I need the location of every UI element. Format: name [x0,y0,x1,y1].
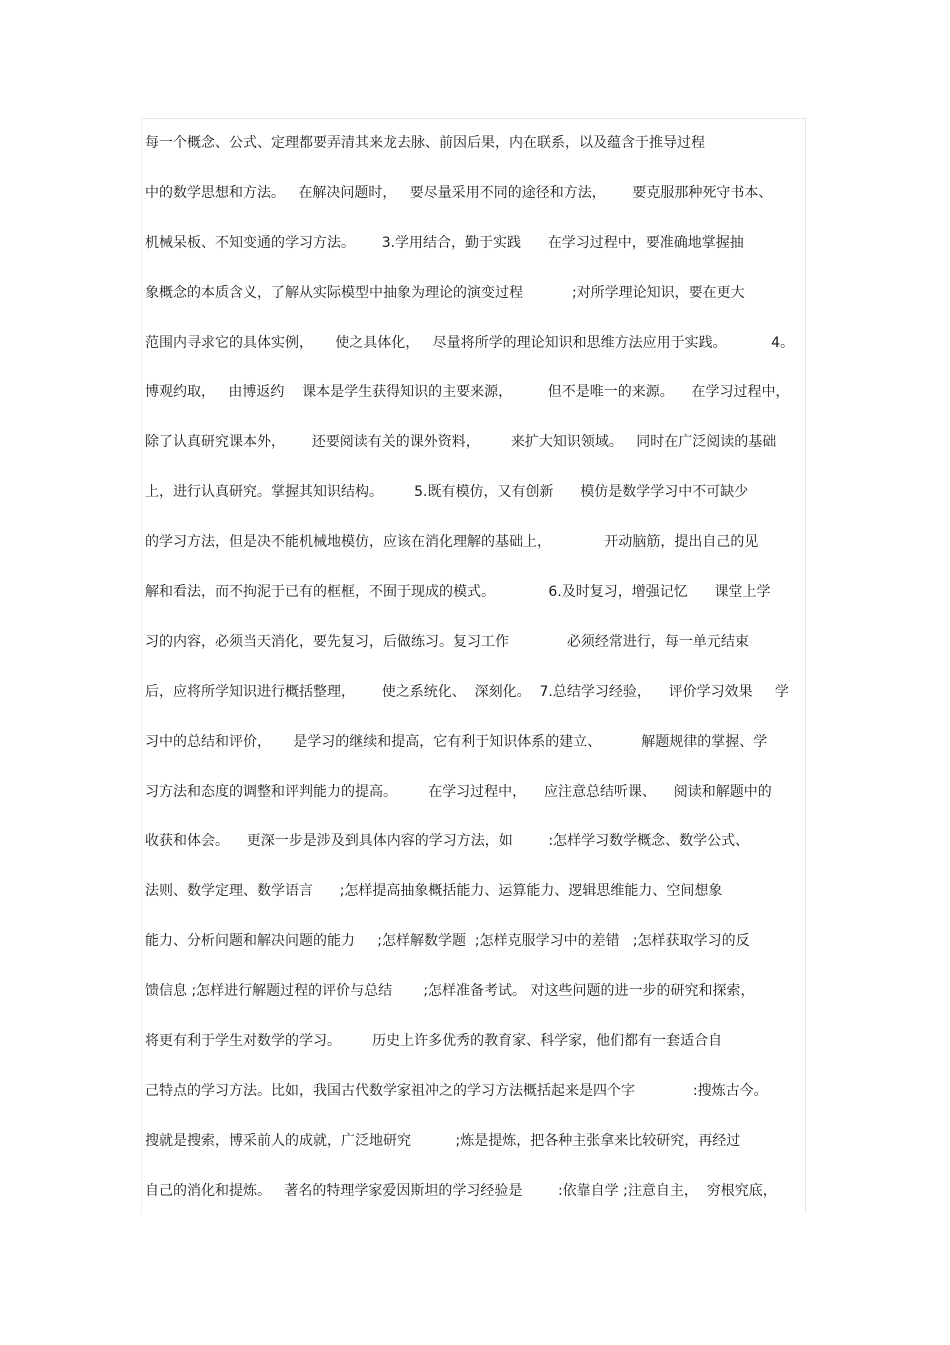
text-line: 机械呆板、不知变通的学习方法。 3.学用结合，勤于实践 在学习过程中，要准确地掌握抽 [145,234,744,251]
text-line: 己特点的学习方法。比如，我国古代数学家祖冲之的学习方法概括起来是四个字 :搜炼古今。 [145,1082,768,1099]
text-line: 能力、分析问题和解决问题的能力 ;怎样解数学题 ;怎样克服学习中的差错 ;怎样获取学习的反 [145,933,750,950]
text-line: 范围内寻求它的具体实例， 使之具体化， 尽量将所学的理论知识和思维方法应用于实践。 4。 [145,334,795,351]
text-line: 自己的消化和提炼。 著名的特理学家爱因斯坦的学习经验是 :依靠自学 ;注意自主， 穷根究底， [145,1182,777,1199]
text-line: 每一个概念、公式、定理都要弄清其来龙去脉、前因后果，内在联系，以及蕴含于推导过程 [145,135,705,151]
text-line: 解和看法，而不拘泥于已有的框框，不囿于现成的模式。 6.及时复习，增强记忆 课堂上学 [145,584,771,601]
text-line: 将更有利于学生对数学的学习。 历史上许多优秀的教育家、科学家，他们都有一套适合自 [145,1033,723,1050]
text-line: 除了认真研究课本外， 还要阅读有关的课外资料， 来扩大知识领域。 同时在广泛阅读的基础 [145,434,777,451]
text-line: 习方法和态度的调整和评判能力的提高。 在学习过程中， 应注意总结听课、 阅读和解题中的 [145,783,772,800]
text-line: 上，进行认真研究。掌握其知识结构。 5.既有模仿，又有创新 模仿是数学学习中不可缺少 [145,484,749,501]
text-line: 的学习方法，但是决不能机械地模仿，应该在消化理解的基础上， 开动脑筋，提出自己的见 [145,534,759,551]
text-line: 后，应将所学知识进行概括整理， 使之系统化、 深刻化。 7.总结学习经验， 评价学习效果 学 [145,683,789,700]
text-line: 象概念的本质含义，了解从实际模型中抽象为理论的演变过程 ;对所学理论知识，要在更大 [145,284,745,301]
text-line: 习中的总结和评价， 是学习的继续和提高，它有利于知识体系的建立、 解题规律的掌握、学 [145,733,768,750]
text-line: 法则、数学定理、数学语言 ;怎样提高抽象概括能力、运算能力、逻辑思维能力、空间想象 [145,883,723,900]
text-line: 馈信息 ;怎样进行解题过程的评价与总结 ;怎样准备考试。 对这些问题的进一步的研究和探索， [145,983,755,1000]
text-line: 收获和体会。 更深一步是涉及到具体内容的学习方法，如 :怎样学习数学概念、数学公式、 [145,833,750,850]
text-line: 习的内容，必须当天消化，要先复习，后做练习。复习工作 必须经常进行，每一单元结束 [145,633,749,650]
text-line: 博观约取， 由博返约 课本是学生获得知识的主要来源， 但不是唯一的来源。 在学习过程中， [145,384,790,401]
text-line: 中的数学思想和方法。 在解决问题时， 要尽量采用不同的途径和方法， 要克服那种死守书本、 [145,184,773,201]
document-body [145,130,810,1228]
text-line: 搜就是搜索，博采前人的成就，广泛地研究 ;炼是提炼，把各种主张拿来比较研究，再经过 [145,1132,741,1149]
